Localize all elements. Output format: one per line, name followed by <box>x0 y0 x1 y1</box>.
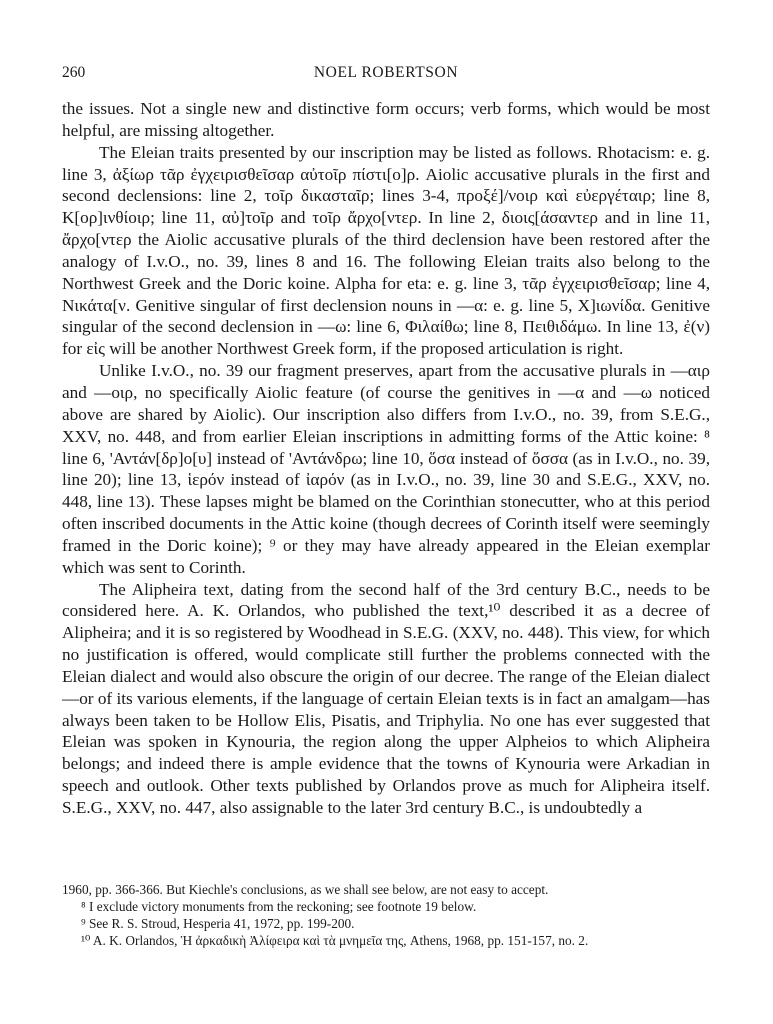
footnote-10: ¹⁰ A. K. Orlandos, Ἡ ἀρκαδικὴ Ἀλίφειρα καὶ τὰ μνημεῖα της, Athens, 1968, pp. 151-157, no. 2. <box>81 933 589 948</box>
paragraph: The Eleian traits presented by our inscription may be listed as follows. Rhotacism: e. g. line 3, ἀξίωρ τᾶρ ἐγχειρισθεῖσαρ αὐτοῖρ πίστι[ο]ρ. Aiolic accusative plurals in the first and second declensions: line 2, τοῖρ δικασταῖρ; lines 3-4, προξέ]/νοιρ καὶ εὐεργέταιρ; line 8, Κ[ορ]ινθίοιρ; line 11, αὐ]τοῖρ and τοῖρ ἄρχο[ντερ. In line 2, διοις[άσαντερ and in line 11, ἄρχο[ντερ the Aiolic accusative plurals of the third declension have been restored after the analogy of I.v.O., no. 39, lines 8 and 16. The following Eleian traits also belong to the Northwest Greek and the Doric koine. Alpha for eta: e. g. line 3, τᾶρ ἐγχειρισθεῖσαρ; line 4, Νικάτα[ν. Genitive singular of first declension nouns in —α: e. g. line 5, Χ]ιωνίδα. Genitive singular of the second declension in —ω: line 6, Φιλαίθω; line 8, Πειθιδάμω. In line 13, ἐ(ν) for εἰς will be another Northwest Greek form, if the proposed articulation is right. <box>62 142 710 359</box>
footnotes <box>62 881 710 949</box>
paragraph: the issues. Not a single new and distinctive form occurs; verb forms, which would be most helpful, are missing altogether. <box>62 99 710 140</box>
body-text <box>62 98 710 819</box>
running-head: NOEL ROBERTSON <box>313 64 459 81</box>
page-header <box>62 64 710 86</box>
footnote-continuation: 1960, pp. 366-366. But Kiechle's conclusions, as we shall see below, are not easy to accept. <box>62 882 549 897</box>
footnote-9: ⁹ See R. S. Stroud, Hesperia 41, 1972, pp. 199-200. <box>81 916 355 931</box>
page-number: 260 <box>62 64 86 81</box>
paragraph: Unlike I.v.O., no. 39 our fragment preserves, apart from the accusative plurals in —αιρ and —οιρ, no specifically Aiolic feature (of course the genitives in —α and —ω noticed above are shared by Aiolic). Our inscription also differs from I.v.O., no. 39, from S.E.G., XXV, no. 448, and from earlier Eleian inscriptions in admitting forms of the Attic koine: ⁸ line 6, 'Αντάν[δρ]ο[υ] instead of 'Αντάνδρω; line 10, ὅσα instead of ὅσσα (as in I.v.O., no. 39, line 20); line 13, ἱερόν instead of ἰαρόν (as in I.v.O., no. 39, line 30 and S.E.G., XXV, no. 448, line 13). These lapses might be blamed on the Corinthian stonecutter, who at this period often inscribed documents in the Attic koine (though decrees of Corinth itself were seemingly framed in the Doric koine); ⁹ or they may have already appeared in the Eleian exemplar which was sent to Corinth. <box>62 361 710 577</box>
footnote-8: ⁸ I exclude victory monuments from the reckoning; see footnote 19 below. <box>81 899 477 914</box>
paragraph: The Alipheira text, dating from the second half of the 3rd century B.C., needs to be considered here. A. K. Orlandos, who published the text,¹⁰ described it as a decree of Alipheira; and it is so registered by Woodhead in S.E.G. (XXV, no. 448). This view, for which no justification is offered, would complicate still further the problems connected with the Eleian dialect and would also obscure the origin of our decree. The range of the Eleian dialect—or of its various elements, if the language of certain Eleian texts is in fact an amalgam—has always been taken to be Hollow Elis, Pisatis, and Triphylia. No one has ever suggested that Eleian was spoken in Kynouria, the region along the upper Alpheios to which Alipheira belongs; and indeed there is ample evidence that the towns of Kynouria were Arkadian in speech and outlook. Other texts published by Orlandos prove as much for Alipheira itself. S.E.G., XXV, no. 447, also assignable to the later 3rd century B.C., is undoubtedly a <box>62 579 710 817</box>
